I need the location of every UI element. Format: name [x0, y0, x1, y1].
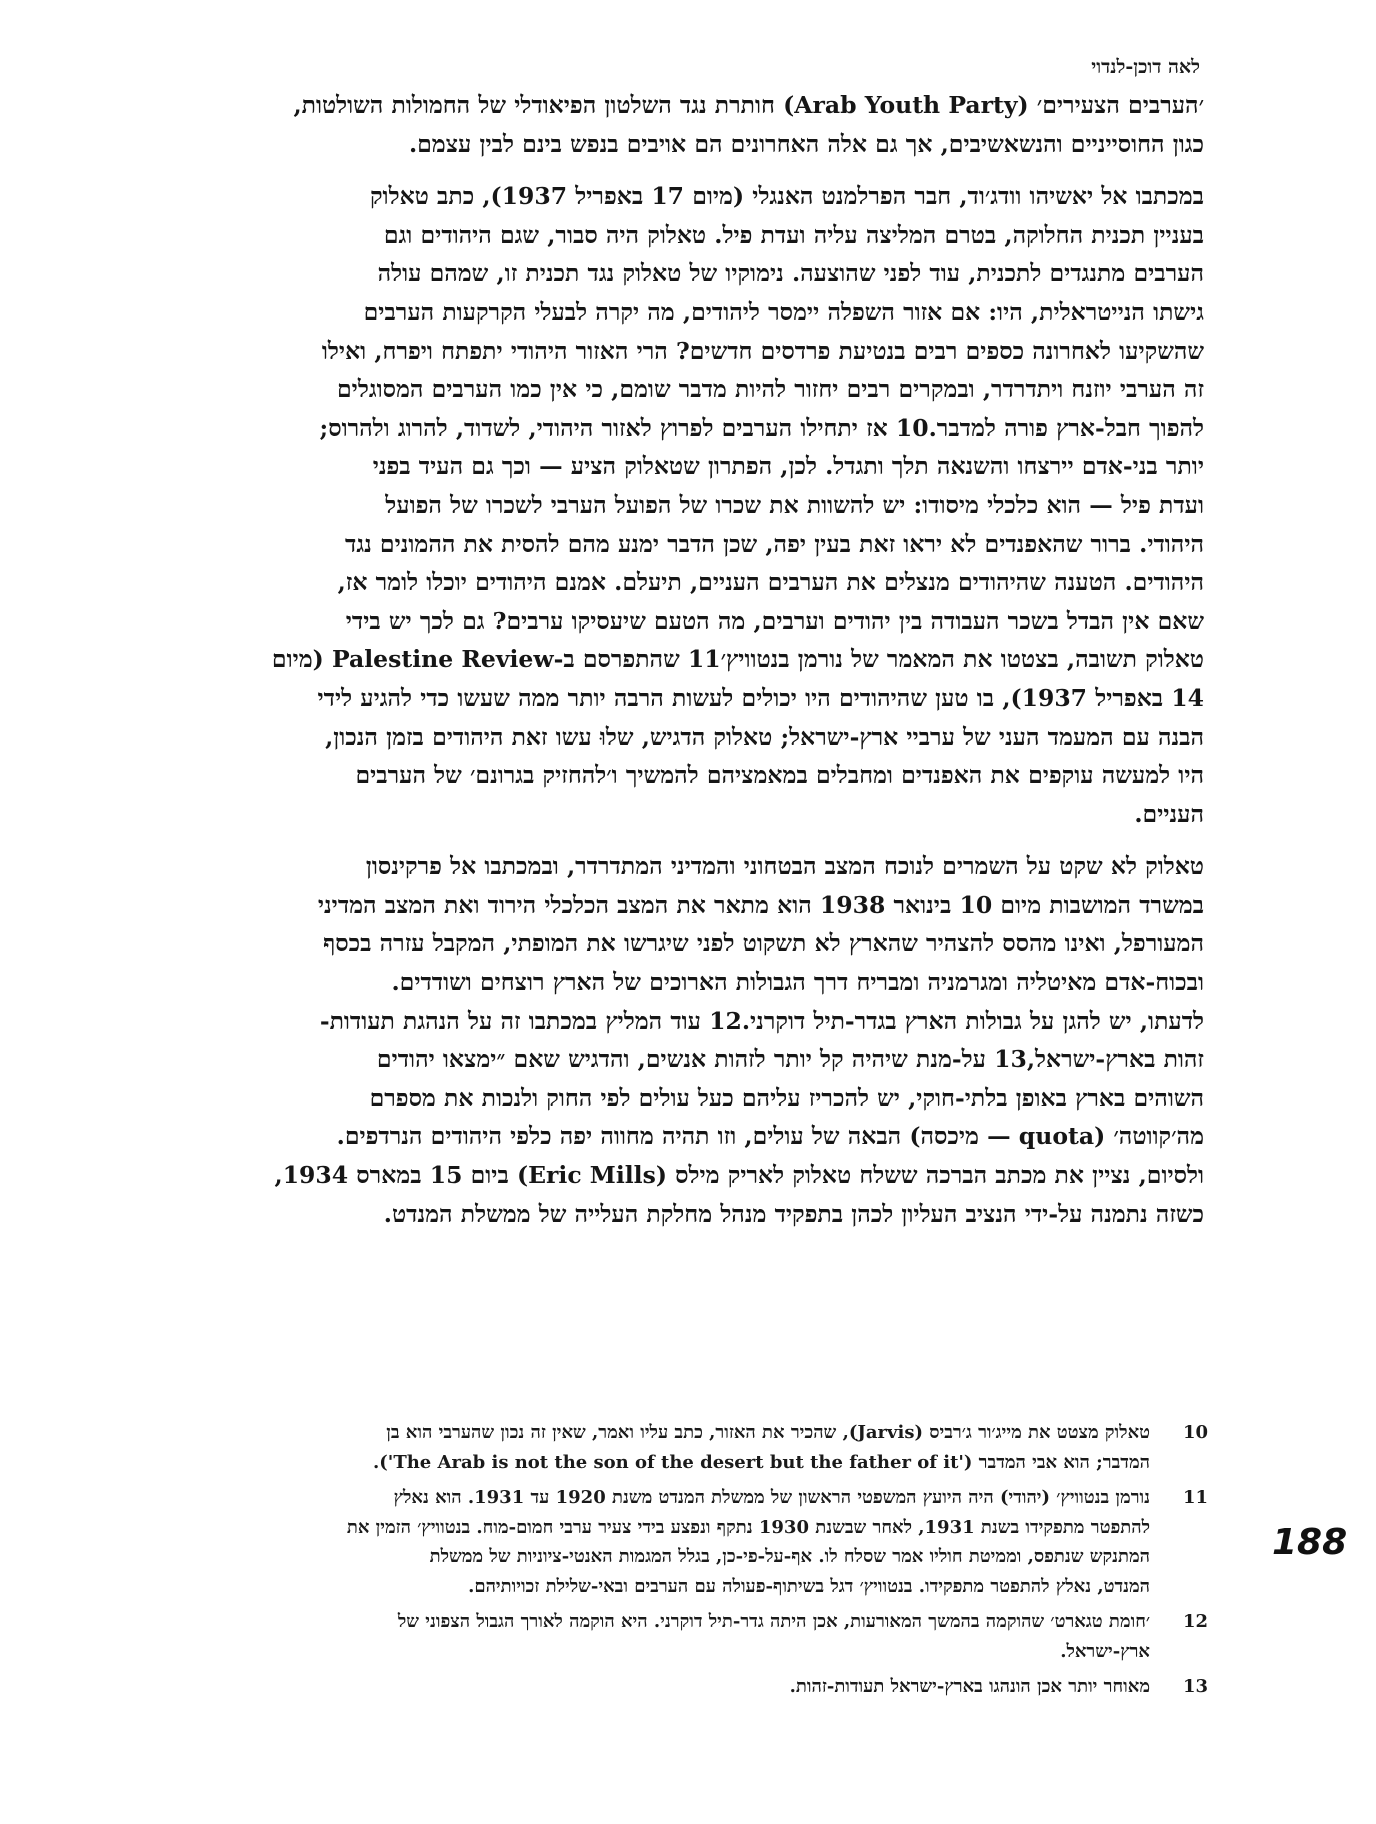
body-text	[132, 86, 1204, 1247]
text-line: להפוך חבל-ארץ פורה למדבר.10 אז יתחילו הערבים לפרוץ לאזור היהודי, לשדוד, להרוג ולהרוס;	[319, 413, 1204, 442]
paragraph	[132, 177, 1204, 833]
text-line: שהשקיעו לאחרונה כספים רבים בנטיעת פרדסים חדשים? הרי האזור היהודי יתפתח ויפרח, ואילו	[321, 336, 1204, 365]
footnote-line: טאלוק מצטט את מייג׳ור ג׳רביס (Jarvis), שהכיר את האזור, כתב עליו ואמר, שאין זה נכון שהערבי הוא בן	[386, 1422, 1150, 1443]
text-line: ׳הערבים הצעירים׳ (Arab Youth Party) חותרת נגד השלטון הפיאודלי של החמולות השולטות,	[293, 91, 1204, 119]
running-head: לאה דוכן-לנדוי	[1091, 56, 1200, 78]
footnote-line: ׳חומת טגארט׳ שהוקמה בהמשך המאורעות, אכן היתה גדר-תיל דוקרני. היא הוקמה לאורך הגבול הצפוני של	[397, 1611, 1150, 1632]
paragraph	[132, 847, 1204, 1233]
footnote-line: להתפטר מתפקידו בשנת 1931, לאחר שבשנת 1930 נתקף ונפצע בידי צעיר ערבי חמום-מוח. בנטוויץ׳ הזמין את	[346, 1516, 1150, 1538]
footnote-number: 13	[1182, 1676, 1208, 1697]
text-line: טאלוק תשובה, בצטטו את המאמר של נורמן בנטוויץ׳11 שהתפרסם ב-Palestine Review (מיום	[271, 645, 1204, 674]
text-line: ובכוח-אדם מאיטליה ומגרמניה ומבריח דרך הגבולות הארוכים של הארץ רוצחים ושודדים.	[391, 968, 1204, 997]
text-line: במכתבו אל יאשיהו וודג׳וד, חבר הפרלמנט האנגלי (מיום 17 באפריל 1937), כתב טאלוק	[369, 182, 1204, 211]
text-line: במשרד המושבות מיום 10 בינואר 1938 הוא מתאר את המצב הכלכלי הירוד ואת המצב המדיני	[317, 890, 1204, 919]
text-line: זהות בארץ-ישראל,13 על-מנת שיהיה קל יותר לזהות אנשים, והדגיש שאם ״ימצאו יהודים	[376, 1045, 1204, 1074]
footnote-line: המנדט, נאלץ להתפטר מתפקידו. בנטוויץ׳ דגל בשיתוף-פעולה עם הערבים ובאי-שלילת זכויותיהם.	[468, 1575, 1150, 1597]
text-line: כשזה נתמנה על-ידי הנציב העליון לכהן בתפקיד מנהל מחלקת העלייה של ממשלת המנדט.	[383, 1199, 1204, 1228]
footnotes	[180, 1418, 1208, 1708]
text-line: יותר בני-אדם יירצחו והשנאה תלך ותגדל. לכן, הפתרון שטאלוק הציע — וכך גם העיד בפני	[372, 452, 1204, 481]
text-line: היהודי. ברור שהאפנדים לא יראו זאת בעין יפה, שכן הדבר ימנע מהם להסית את ההמונים נגד	[345, 529, 1204, 558]
text-line: לדעתו, יש להגן על גבולות הארץ בגדר-תיל דוקרני.12 עוד המליץ במכתבו זה על הנהגת תעודות-	[319, 1006, 1204, 1035]
text-line: המעורפל, ואינו מהסס להצהיר שהארץ לא תשקוט לפני שיגרשו את המופתי, המקבל עזרה בכסף	[323, 929, 1204, 958]
paragraph	[132, 86, 1204, 163]
footnote-number: 10	[1182, 1422, 1208, 1443]
footnote-line: מאוחר יותר אכן הונהגו בארץ-ישראל תעודות-זהות.	[789, 1676, 1150, 1697]
text-line: העניים.	[1134, 799, 1204, 828]
footnote-number: 11	[1182, 1487, 1208, 1508]
text-line: היו למעשה עוקפים את האפנדים ומחבלים במאמציהם להמשיך ו׳להחזיק בגרונם׳ של הערבים	[355, 761, 1204, 790]
text-line: מה׳קווטה׳ (quota — מיכסה) הבאה של עולים, וזו תהיה מחווה יפה כלפי היהודים הנרדפים.	[336, 1122, 1204, 1151]
text-line: 14 באפריל 1937), בו טען שהיהודים היו יכולים לעשות הרבה יותר ממה שעשו כדי להגיע לידי	[317, 683, 1204, 712]
footnote-number: 12	[1182, 1611, 1208, 1632]
text-line: היהודים. הטענה שהיהודים מנצלים את הערבים העניים, תיעלם. אמנם היהודים יוכלו לומר אז,	[337, 568, 1204, 597]
text-line: בעניין תכנית החלוקה, בטרם המליצה עליה ועדת פיל. טאלוק היה סבור, שגם היהודים וגם	[383, 220, 1204, 249]
text-line: שאם אין הבדל בשכר העבודה בין יהודים וערבים, מה הטעם שיעסיקו ערבים? גם לכך יש בידי	[345, 606, 1204, 635]
footnote	[180, 1672, 1208, 1702]
text-line: הערבים מתנגדים לתכנית, עוד לפני שהוצעה. נימוקיו של טאלוק נגד תכנית זו, שמהם עולה	[377, 259, 1204, 288]
footnote-line: ארץ-ישראל.	[1060, 1640, 1150, 1662]
page-number: 188	[1272, 1522, 1348, 1563]
footnote-line: נורמן בנטוויץ׳ (יהודי) היה היועץ המשפטי הראשון של ממשלת המנדט משנת 1920 עד 1931. הוא נאלץ	[393, 1487, 1150, 1508]
text-line: ועדת פיל — הוא כלכלי מיסודו: יש להשוות את שכרו של הפועל הערבי לשכרו של הפועל	[385, 490, 1204, 519]
text-line: טאלוק לא שקט על השמרים לנוכח המצב הבטחוני והמדיני המתדרדר, ובמכתבו אל פרקינסון	[365, 852, 1204, 881]
text-line: ולסיום, נציין את מכתב הברכה ששלח טאלוק לאריק מילס (Eric Mills) ביום 15 במארס 1934,	[274, 1161, 1204, 1190]
footnote-line: המתנקש שנתפס, וממיטת חוליו אמר שסלח לו. אף-על-פי-כן, בגלל המגמות האנטי-ציוניות של ממשלת	[429, 1546, 1150, 1567]
text-line: השוהים בארץ באופן בלתי-חוקי, יש להכריז עליהם כעל עולים לפי החוק ולנכות את מספרם	[369, 1083, 1204, 1112]
text-line: גישתו הנייטראלית, היו: אם אזור השפלה יימסר ליהודים, מה יקרה לבעלי הקרקעות הערבים	[363, 297, 1204, 326]
footnote	[180, 1483, 1208, 1601]
footnote	[180, 1607, 1208, 1666]
text-line: כגון החוסייניים והנשאשיבים, אך גם אלה האחרונים הם אויבים בנפש בינם לבין עצמם.	[408, 129, 1204, 158]
text-line: הבנה עם המעמד העני של ערביי ארץ-ישראל; טאלוק הדגיש, שלוּ עשו זאת היהודים בזמן הנכון,	[325, 722, 1204, 751]
text-line: זה הערבי יוזנח ויתדרדר, ובמקרים רבים יחזור להיות מדבר שומם, כי אין כמו הערבים המסוגלים	[337, 375, 1204, 404]
footnote	[180, 1418, 1208, 1477]
footnote-line: המדבר; הוא אבי המדבר ('The Arab is not the son of the desert but the father of it').	[373, 1451, 1150, 1473]
